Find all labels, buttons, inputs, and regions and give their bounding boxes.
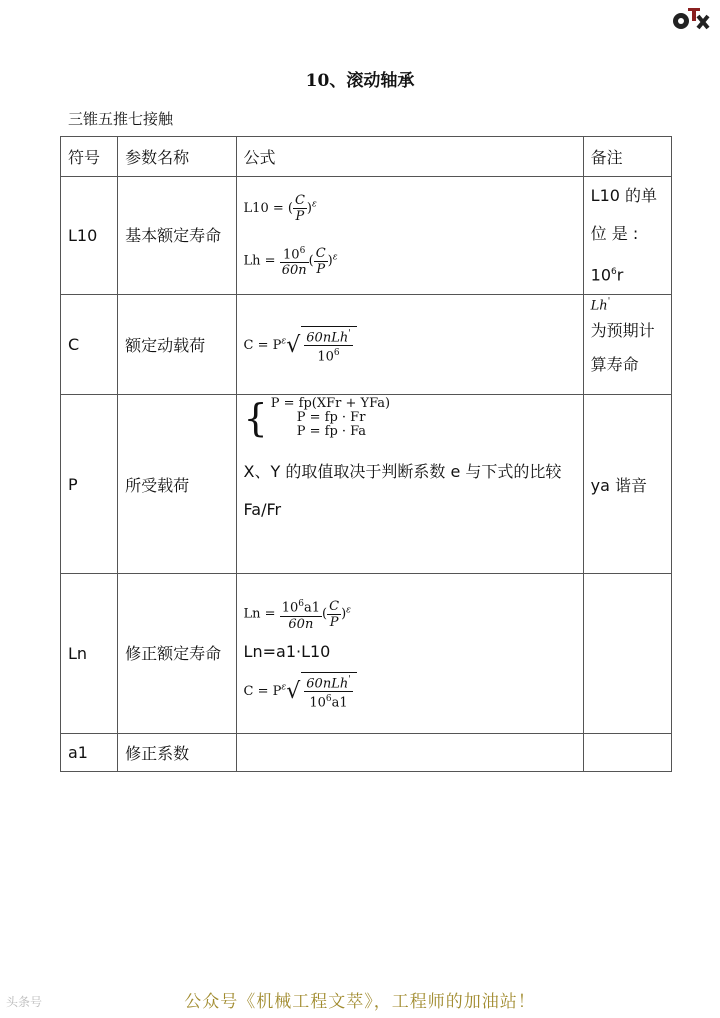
table-row (61, 295, 672, 395)
cell-symbol: P (61, 395, 118, 574)
ln-relation: Ln=a1·L10 (243, 641, 331, 661)
formula-l10: L10 = ( $\frac{C}{P}$ )$^\varepsilon$ (243, 193, 317, 224)
formula-c: $C = P^\varepsilon√$ $\frac{60nLh'}{10^6}$ (244, 326, 576, 365)
cell-name: 额定动载荷 (118, 295, 236, 395)
header-symbol: 符号 (61, 137, 118, 177)
watermark: 头条号 (6, 995, 43, 1009)
cell-note: L10 的单 位 是 : $10^6r$ (583, 177, 671, 295)
cell-symbol: a1 (61, 734, 118, 772)
footer-text: 公众号《机械工程文萃》，工程师的加油站！ (184, 992, 536, 1012)
table-row (61, 177, 672, 295)
p-ratio: Fa/Fr (243, 500, 282, 520)
formula-lh: Lh = $\frac{10^6}{60n}$ ( $\frac{C}{P}$ )$^\varepsilon$ (243, 245, 338, 279)
cell-name: 修正额定寿命 (118, 574, 236, 734)
cell-formula (236, 295, 583, 395)
page-title: 10、滚动轴承 (305, 71, 415, 91)
table-row (61, 395, 672, 574)
cell-note (583, 574, 671, 734)
cell-formula (236, 574, 583, 734)
cell-symbol: L10 (61, 177, 118, 295)
cell-name: 修正系数 (118, 734, 236, 772)
cell-note (583, 734, 671, 772)
cell-name: 基本额定寿命 (118, 177, 236, 295)
header-formula: 公式 (236, 137, 583, 177)
page-subtitle: 三锥五推七接触 (68, 110, 174, 128)
table-row (61, 734, 672, 772)
bearing-formula-table (60, 136, 672, 772)
table-row (61, 574, 672, 734)
formula-ln: Ln = $\frac{10^6a1}{60n}$ ( $\frac{C}{P}$ )$^\varepsilon$ (243, 599, 351, 632)
p-description: X、Y 的取值取决于判断系数 e 与下式的比较 (243, 462, 562, 482)
header-note: 备注 (583, 137, 671, 177)
brand-logo-icon (670, 6, 710, 32)
formula-c-corrected: $C = P^\varepsilon√$ $\frac{60nLh'}{10^6a1}$ (244, 672, 576, 711)
cell-name: 所受载荷 (118, 395, 236, 574)
cell-note: Lh' 为预期计 算寿命 (583, 295, 671, 395)
cell-formula (236, 177, 583, 295)
cell-formula (236, 734, 583, 772)
cell-symbol: Ln (61, 574, 118, 734)
cell-symbol: C (61, 295, 118, 395)
cell-formula (236, 395, 583, 574)
header-name: 参数名称 (118, 137, 236, 177)
table-header-row (61, 137, 672, 177)
formula-p-system: { P = fp(XFr + YFa) P = fp · Fr P = fp · Fa (243, 396, 391, 441)
cell-note: ya 谐音 (583, 395, 671, 574)
